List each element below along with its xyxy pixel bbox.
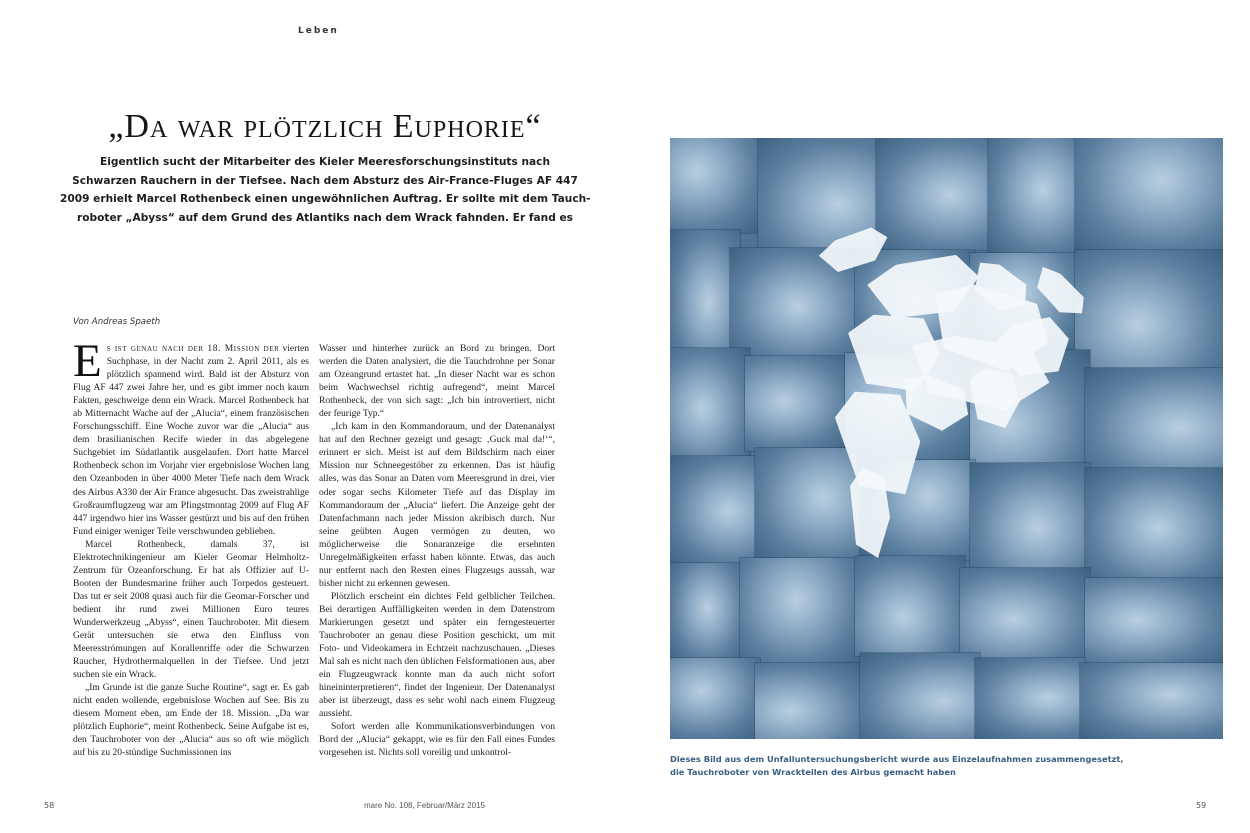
lead-line: roboter „Abyss“ auf dem Grund des Atlantiks nach dem Wrack fahnden. Er fand es — [77, 211, 573, 224]
photo-caption — [670, 753, 1124, 779]
article-paragraph: „Ich kam in den Kommandoraum, und der Datenanalyst hat auf den Rechner gezeigt und gesagt: ‚Guck mal da!‘“, erinnert er sich. Meist ist auf dem Bildschirm nach einer Mission nur Schneegestöber zu erkennen. Das ist häufig alles, was das Sonar an Daten vom Meeresgrund in drei, vier oder sogar sechs Kilometer Tiefe auf das Display im Kommandoraum der „Alucia“ liefert. Die Anzeige geht der Datenfachmann nach jeder Mission akribisch durch. Nur seine geübten Augen vermögen zu deuten, wo möglicherweise die Sonaranzeige die ersehnten Unregelmäßigkeiten erfasst haben könnte. Etwas, das auch nur entfernt nach den Resten eines Flugzeugs aussah, war bisher nicht zu erkennen gewesen. — [319, 421, 555, 589]
article-column-1 — [73, 335, 309, 760]
drop-cap: E — [73, 335, 102, 387]
lead-line: Schwarzen Rauchern in der Tiefsee. Nach dem Absturz des Air-France-Fluges AF 447 — [72, 174, 578, 187]
photo-tile — [755, 663, 865, 739]
magazine-issue: mare No. 108, Februar/März 2015 — [364, 801, 485, 810]
article-paragraph: Plötzlich erscheint ein dichtes Feld gelblicher Teilchen. Bei derartigen Auffälligkeiten werden in dem Datenstrom Markierungen gesetzt und später ein ferngesteuerter Tauchroboter an genau diese Position geschickt, um mit Foto- und Videokamera in Echtzeit nachzuschauen. „Dieses Mal sah es nicht nach den üblichen Felsformationen aus, aber ein Flugzeugwrack konnte man da auch nicht sofort hineininterpretieren“, findet der Ingenieur. Der Datenanalyst aber ist überzeugt, dass es sehr wohl nach einem Flugzeug aussieht. — [319, 590, 555, 720]
photo-tile — [670, 456, 760, 566]
photo-tile — [855, 556, 965, 656]
photo-tile — [670, 348, 750, 458]
caption-line: die Tauchroboter von Wrackteilen des Airbus gemacht haben — [670, 767, 956, 777]
article-paragraph: „Im Grunde ist die ganze Suche Routine“, sagt er. Es gab nicht enden wollende, ergebnislose Wochen auf See. Bis zu diesem Moment eben, am Ende der 18. Mission. „Da war plötzlich Euphorie“, meint Rothenbeck. Seine Aufgabe ist es, den Tauchroboter von der „Alucia“ aus so oft wie möglich auf bis zu 20-stündige Suchmissionen ins — [73, 682, 309, 759]
section-label: Leben — [298, 26, 339, 36]
photo-tile — [1075, 250, 1223, 370]
photo-tile — [970, 463, 1090, 573]
opening-smallcaps: s ist genau nach der 18. Mission der — [106, 343, 280, 354]
article-paragraph: Marcel Rothenbeck, damals 37, ist Elektrotechnikingenieur am Kieler Geomar Helmholtz-Zentrum für Ozeanforschung. Er hat als Offizier auf U-Booten der Bundesmarine früher auch Torpedos gesteuert. Das tut er seit 2008 quasi auch für die Geomar-Forscher und bedient ihr rund zwei Millionen Euro teures Wunderwerkzeug „Abyss“, einen Tauchroboter. Mit diesem Gerät untersuchen sie etwa den Einfluss von Meeresströmungen auf Korallenriffe oder die Schwarzen Raucher, Hydrothermalquellen in der Tiefsee. Und jetzt suchen sie ein Wrack. — [73, 538, 309, 681]
article-paragraph: Sofort werden alle Kommunikationsverbindungen von Bord der „Alucia“ gekappt, wie es für den Fall eines Fundes vorgesehen ist. Nichts soll voreilig und unkontrol- — [319, 721, 555, 759]
photo-tile — [1075, 138, 1223, 253]
page-number-right: 59 — [1196, 801, 1207, 810]
byline: Von Andreas Spaeth — [73, 317, 161, 327]
photo-tile — [1085, 578, 1223, 668]
photo-tile — [740, 558, 860, 668]
photo-tile — [876, 138, 991, 250]
photo-tile — [745, 356, 850, 451]
article-column-2 — [319, 342, 555, 760]
lead-line: 2009 erhielt Marcel Rothenbeck einen ungewöhnlichen Auftrag. Er sollte mit dem Tauch- — [60, 193, 591, 205]
photo-tile — [670, 138, 760, 233]
photo-tile — [1080, 663, 1223, 739]
lead-paragraph — [60, 153, 590, 227]
wreckage-photo — [670, 138, 1223, 739]
photo-tile — [988, 138, 1078, 256]
paragraph-text: vierten Suchphase, in der Nacht zum 2. April 2011, als es plötzlich spannend wird. Bald ist der Absturz von Flug AF 447 zwei Jahre her, und es gibt immer noch kaum Fakten, geschweige denn ein Wrack. Marcel Rothenbeck hat ab Mitternacht Wache auf der „Alucia“, einem französischen Forschungsschiff. Eine Woche zuvor war die „Alucia“ aus dem brasilianischen Recife wieder in das abgelegene Suchgebiet im Südatlantik ausgelaufen. Dort hatte Marcel Rothenbeck schon im Vorjahr vier ergebnislose Wochen lang den Ozeanboden in über 4000 Meter Tiefe nach dem Wrack des Airbus A330 der Air France abgesucht. Das zweistrahlige Großraumflugzeug war am Pfingstmontag 2009 auf Flug AF 447 irgendwo hier ins Wasser gestürzt und bis auf den frühen Fund einiger weniger Teile verschwunden geblieben. — [73, 343, 309, 537]
photo-tile — [960, 568, 1090, 663]
photo-tile — [1085, 368, 1223, 473]
photo-tile — [670, 658, 760, 739]
photo-tile — [860, 653, 980, 739]
article-paragraph: Wasser und hinterher zurück an Bord zu bringen. Dort werden die Daten analysiert, die die Tauchdrohne per Sonar am Ozeangrund ertastet hat. „In dieser Nacht war es schon beim Wachwechsel richtig aufregend“, meint Marcel Rothenbeck, der von sich sagt: „Ich bin introvertiert, nicht der feurige Typ.“ — [319, 343, 555, 420]
photo-tile — [755, 448, 865, 563]
photo-tile — [1085, 468, 1223, 583]
caption-line: Dieses Bild aus dem Unfalluntersuchungsbericht wurde aus Einzelaufnahmen zusammengesetzt, — [670, 754, 1124, 764]
photo-tile — [975, 658, 1085, 739]
photo-tile — [670, 563, 745, 663]
article-paragraph — [73, 335, 309, 538]
headline: „Da war plötzlich Euphorie“ — [108, 108, 542, 145]
lead-line: Eigentlich sucht der Mitarbeiter des Kieler Meeresforschungsinstituts nach — [100, 156, 550, 168]
page-number-left: 58 — [44, 801, 55, 810]
